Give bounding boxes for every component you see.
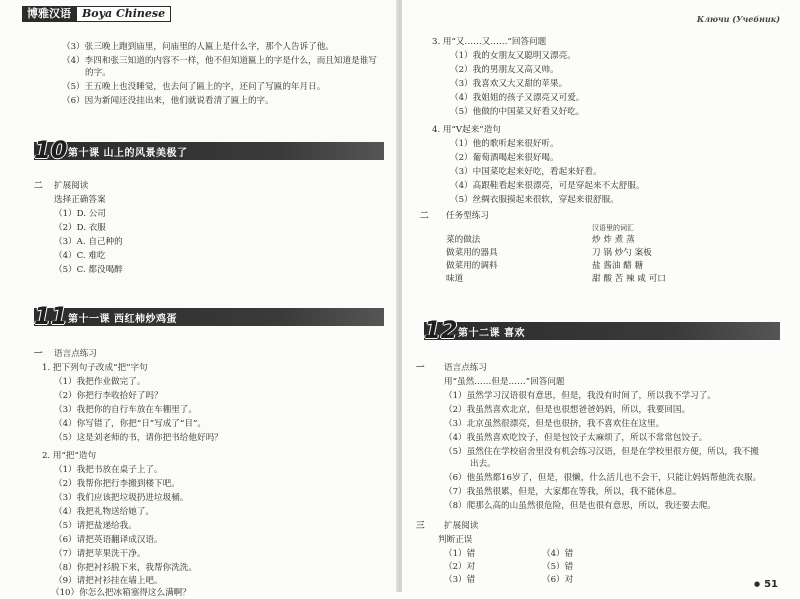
list-item: （1）我把书放在桌子上了。 [54, 465, 163, 475]
list-item: （5）C. 都没喝醉 [54, 265, 123, 275]
column-header: 汉语里的词汇 [592, 224, 634, 232]
list-item: （5）丝绸衣服摸起来很软，穿起来很舒服。 [450, 195, 619, 205]
list-item: （1）错 [444, 549, 476, 559]
lesson-title: 第十一课 西红柿炒鸡蛋 [68, 313, 177, 325]
section-mark: 二 [34, 181, 43, 191]
lesson-10-banner [34, 136, 384, 164]
list-item: （2）D. 衣服 [54, 223, 106, 233]
list-item: （1）我的女朋友又聪明又漂亮。 [450, 51, 576, 61]
section-title: 扩展阅读 [54, 181, 89, 191]
list-item: 出去。 [470, 459, 496, 469]
list-item: （3）中国菜吃起来好吃，看起来好看。 [450, 167, 602, 177]
exercise-title: 2. 用“把”造句 [42, 451, 97, 461]
table-row-label: 菜的做法 [446, 235, 481, 245]
list-item: （3）A. 自己种的 [54, 237, 123, 247]
list-item: （1）我把作业做完了。 [54, 377, 146, 387]
header-english: Boya Chinese [76, 6, 171, 22]
list-item: （4）你写错了，你把“日”写成了“目”。 [54, 419, 206, 429]
list-item: （7）请把苹果洗干净。 [54, 549, 146, 559]
exercise-title: 3. 用“又……又……”回答问题 [432, 37, 547, 47]
list-item: （6）因为新闻还没挂出来，他们就说看清了匾上的字。 [62, 96, 274, 106]
list-item: （5）错 [542, 562, 574, 572]
list-item: （2）我虽然喜欢北京，但是也很想爸爸妈妈，所以，我要回国。 [444, 405, 691, 415]
list-item: （5）这是刘老师的书，请你把书给他好吗？ [54, 433, 223, 443]
book-header [22, 6, 171, 22]
lesson-number: 12 [424, 316, 458, 344]
list-item: （5）虽然住在学校宿舍里没有机会练习汉语，但是在学校里很方便，所以，我不搬 [444, 447, 759, 457]
list-item: （5）请把盐递给我。 [54, 521, 137, 531]
list-item: （4）高跟鞋看起来很漂亮，可是穿起来不太舒服。 [450, 181, 645, 191]
list-item: （6）对 [542, 575, 574, 585]
list-item: （2）我的男朋友又高又帅。 [450, 65, 559, 75]
lesson-number: 11 [34, 302, 68, 330]
list-item: （8）爬那么高的山虽然很危险，但是也很有意思，所以，我还要去爬。 [444, 501, 716, 511]
list-item: （5）他做的中国菜又好看又好吃。 [450, 107, 585, 117]
list-item: （3）我们应该把垃圾扔进垃圾桶。 [54, 493, 189, 503]
lesson-number: 10 [34, 136, 68, 164]
list-item: （4）李四和张三知道的内容不一样，他不但知道匾上的字是什么，而且知道是谁写 [62, 56, 377, 66]
list-item: （3）张三晚上跑到庙里，问庙里的人匾上是什么字，那个人告诉了他。 [62, 42, 334, 52]
list-item: （10）你怎么把冰箱塞得这么满啊？ [51, 588, 191, 598]
section-title: 语言点练习 [444, 363, 487, 373]
list-item: （9）请把衬衫挂在墙上吧。 [54, 576, 163, 586]
right-page [402, 0, 800, 592]
lesson-11-banner [34, 302, 384, 330]
left-page [0, 0, 398, 598]
list-item: （8）你把衬衫脱下来，我帮你洗洗。 [54, 563, 197, 573]
table-row-label: 做菜用的器具 [446, 248, 498, 258]
list-item: （1）虽然学习汉语很有意思，但是，我没有时间了，所以我不学习了。 [444, 391, 716, 401]
table-row-label: 做菜用的调料 [446, 261, 498, 271]
exercise-title: 1. 把下列句子改成“把”字句 [42, 363, 148, 373]
list-item: （2）我帮你把行李搬到楼下吧。 [54, 479, 180, 489]
list-item: （2）你把行李收拾好了吗？ [54, 391, 163, 401]
list-item: （4）我虽然喜欢吃饺子，但是包饺子太麻烦了，所以不常常包饺子。 [444, 433, 708, 443]
lesson-title: 第十二课 喜欢 [458, 327, 525, 339]
table-row-label: 味道 [446, 274, 464, 284]
list-item: （6）他虽然都16岁了，但是，很懒，什么活儿也不会干，只能让妈妈帮他洗衣服。 [444, 473, 762, 483]
table-row-words: 盐 酱油 醋 糖 [592, 261, 644, 271]
table-row-words: 刀 锅 炒勺 案板 [592, 248, 652, 258]
list-item: （7）我虽然很累，但是，大家都在等我，所以，我不能休息。 [444, 487, 682, 497]
list-item: （2）葡萄酒喝起来很好喝。 [450, 153, 559, 163]
lesson-title: 第十课 山上的风景美极了 [68, 147, 188, 159]
list-item: 的字。 [85, 68, 111, 78]
exercise-instruction: 判断正误 [438, 535, 473, 545]
list-item: （3）我喜欢又大又甜的苹果。 [450, 79, 568, 89]
list-item: （3）错 [444, 575, 476, 585]
list-item: （1）他的歌听起来很好听。 [450, 139, 559, 149]
exercise-title: 4. 用“V起来”造句 [432, 125, 501, 135]
list-item: （6）请把英语翻译成汉语。 [54, 535, 163, 545]
list-item: （1）D. 公司 [54, 209, 106, 219]
section-mark: 二 [420, 211, 429, 221]
lesson-12-banner [424, 316, 780, 344]
exercise-instruction: 选择正确答案 [54, 195, 106, 205]
list-item: （4）错 [542, 549, 574, 559]
section-title: 扩展阅读 [444, 521, 479, 531]
list-item: （3）北京虽然很漂亮，但是也很挤，我不喜欢住在这里。 [444, 419, 665, 429]
page-number: ● 51 [754, 579, 778, 590]
table-row-words: 甜 酸 苦 辣 咸 可口 [592, 274, 666, 284]
answer-key-header: Ключи (Учебник) [696, 14, 780, 24]
section-mark: 三 [416, 521, 425, 531]
header-chinese: 博雅汉语 [22, 6, 76, 22]
list-item: （4）我姐姐的孩子又漂亮又可爱。 [450, 93, 585, 103]
list-item: （4）C. 难吃 [54, 251, 106, 261]
section-mark: 一 [416, 363, 425, 373]
list-item: （5）王五晚上也没睡觉，也去问了匾上的字，还问了写匾的年月日。 [62, 82, 326, 92]
section-mark: 一 [34, 349, 43, 359]
exercise-instruction: 用“虽然……但是……”回答问题 [444, 377, 565, 387]
list-item: （2）对 [444, 562, 476, 572]
table-row-words: 炒 炸 煮 蒸 [592, 235, 635, 245]
list-item: （4）我把礼物送给她了。 [54, 507, 155, 517]
section-title: 语言点练习 [54, 349, 97, 359]
section-title: 任务型练习 [446, 211, 489, 221]
list-item: （3）我把你的自行车放在车棚里了。 [54, 405, 197, 415]
